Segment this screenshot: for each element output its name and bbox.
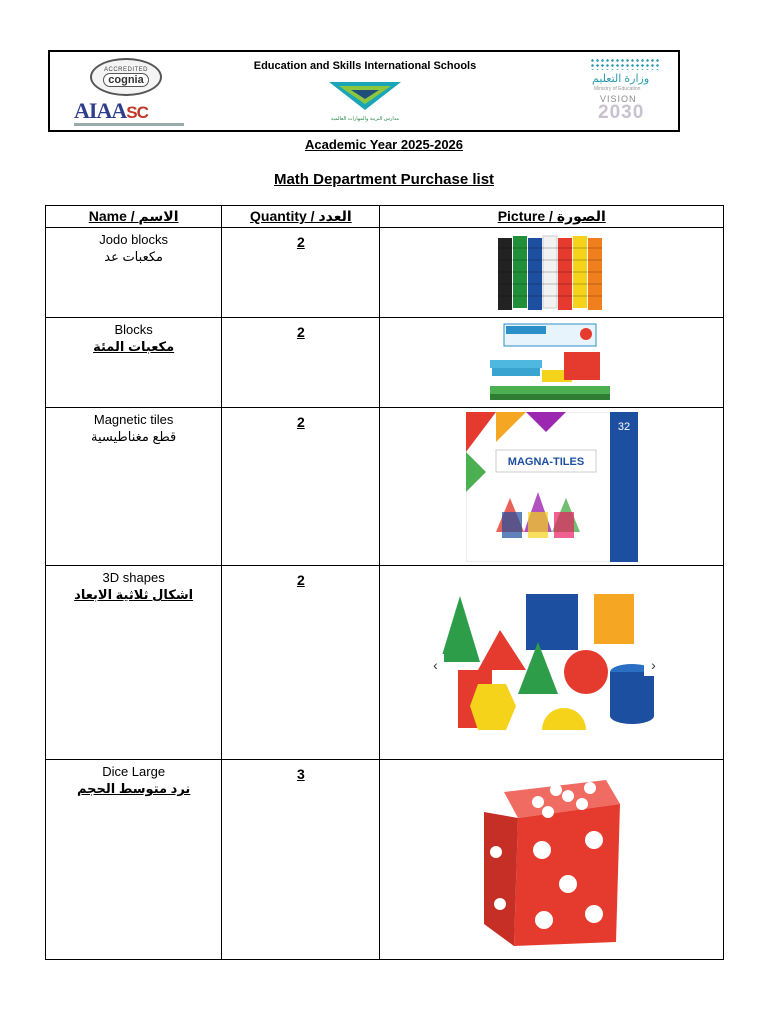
moe-arabic-name: وزارة التعليم — [592, 73, 650, 85]
academic-year: Academic Year 2025-2026 — [304, 137, 464, 152]
linking-cubes-icon — [494, 234, 606, 312]
carousel-prev-button[interactable]: ‹ — [426, 654, 444, 676]
cognia-seal-logo — [90, 58, 162, 96]
item-quantity — [222, 228, 380, 318]
cognia-mark: cognia — [103, 73, 148, 87]
vision-year: 2030 — [598, 102, 645, 123]
item-name-en: Dice Large — [102, 764, 166, 779]
magna-tiles-box-icon — [466, 412, 638, 562]
quantity-value: 2 — [296, 324, 305, 340]
item-quantity — [222, 566, 380, 760]
table-row — [46, 408, 724, 566]
seal-text: ACCREDITED — [103, 67, 148, 73]
item-name-ar: مكعبات المئة — [93, 339, 175, 354]
item-name-cell — [46, 760, 222, 960]
item-name-cell — [46, 228, 222, 318]
table-row — [46, 566, 724, 760]
item-quantity — [222, 318, 380, 408]
aiaa-logo — [74, 98, 148, 124]
school-branding — [240, 52, 490, 130]
box-count: 32 — [618, 421, 631, 433]
page-title: Math Department Purchase list — [273, 171, 495, 188]
3d-shapes-icon — [430, 580, 670, 756]
item-picture-cell — [380, 566, 724, 760]
item-quantity — [222, 760, 380, 960]
table-row — [46, 228, 724, 318]
quantity-value: 2 — [296, 234, 305, 250]
accreditation-logos — [60, 56, 210, 128]
carousel-next-button[interactable]: › — [644, 654, 662, 676]
school-name: Education and Skills International Schools — [253, 60, 477, 72]
aiaa-text: AIAA — [74, 98, 127, 123]
item-quantity — [222, 408, 380, 566]
table-header-row — [46, 206, 724, 228]
table-row — [46, 318, 724, 408]
school-logo-icon — [325, 78, 405, 114]
moe-dots-icon — [590, 58, 660, 70]
base-ten-blocks-icon — [486, 320, 614, 404]
item-name-en: 3D shapes — [102, 570, 165, 585]
item-picture-cell — [380, 760, 724, 960]
school-name-ar: مدارس التربية والمهارات العالمية — [330, 116, 400, 122]
quantity-value: 3 — [296, 766, 305, 782]
aiaa-sc-text: SC — [126, 103, 148, 122]
item-picture-cell — [380, 318, 724, 408]
quantity-value: 2 — [296, 572, 305, 588]
item-name-ar: نرد متوسط الحجم — [76, 781, 191, 796]
item-name-ar: قطع مغناطيسية — [90, 429, 177, 444]
item-picture-cell — [380, 408, 724, 566]
item-name-ar: اشكال ثلاثية الابعاد — [74, 587, 194, 602]
moe-vision-logo — [530, 54, 670, 130]
item-name-cell — [46, 408, 222, 566]
moe-english-name: Ministry of Education — [594, 86, 641, 92]
item-name-cell — [46, 566, 222, 760]
aiaa-tagline-line — [74, 123, 184, 126]
vision-label: VISION — [600, 94, 637, 104]
item-name-en: Magnetic tiles — [93, 412, 174, 427]
quantity-value: 2 — [296, 414, 305, 430]
header-quantity: Quantity / العدد — [222, 206, 380, 228]
table-row — [46, 760, 724, 960]
header-banner — [48, 50, 680, 132]
item-name-cell — [46, 318, 222, 408]
large-dice-icon — [470, 774, 640, 952]
header-name: Name / الاسم — [46, 206, 222, 228]
box-brand: MAGNA-TILES — [508, 456, 585, 468]
item-picture-cell — [380, 228, 724, 318]
item-name-en: Blocks — [114, 322, 153, 337]
purchase-table — [45, 205, 724, 960]
item-name-en: Jodo blocks — [99, 232, 168, 247]
header-picture: Picture / الصورة — [380, 206, 724, 228]
item-name-ar: مكعبات عد — [104, 249, 163, 264]
